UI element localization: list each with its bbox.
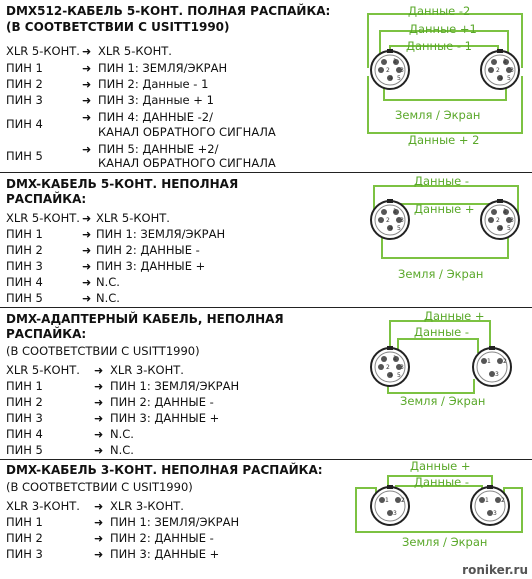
pin-from: ПИН 5 — [6, 149, 43, 163]
xlr-5pin-connector-right — [481, 49, 519, 89]
arrow-icon: ➜ — [82, 212, 92, 225]
pin-from: XLR 5-КОНТ. — [6, 363, 80, 377]
pin-number: 1 — [485, 497, 489, 504]
arrow-icon: ➜ — [82, 45, 92, 58]
pin-number: 5 — [397, 75, 401, 82]
pin-to: ПИН 4: ДАННЫЕ -2/ — [98, 110, 213, 124]
pin-number: 4 — [389, 372, 393, 379]
diagram-label: Данные - 1 — [406, 39, 473, 53]
pin-from: ПИН 3 — [6, 547, 43, 561]
pin-number: 2 — [386, 67, 390, 74]
pin-to-line2: КАНАЛ ОБРАТНОГО СИГНАЛА — [98, 156, 276, 170]
pin-to: ПИН 3: Данные + 1 — [98, 93, 214, 107]
section-title-line2: РАСПАЙКА: — [6, 192, 87, 206]
arrow-icon: ➜ — [82, 260, 92, 273]
pin-to: ПИН 1: ЗЕМЛЯ/ЭКРАН — [110, 379, 240, 393]
pin-number: 3 — [400, 364, 404, 371]
pin-from: ПИН 1 — [6, 61, 43, 75]
diagram-label: Данные + — [424, 309, 485, 323]
pin-to: ПИН 2: ДАННЫЕ - — [110, 531, 214, 545]
pin-to: ПИН 3: ДАННЫЕ + — [96, 259, 206, 273]
arrow-icon: ➜ — [82, 62, 92, 75]
pin-from: ПИН 5 — [6, 443, 43, 457]
pin-to: N.C. — [96, 291, 120, 305]
pin-to: ПИН 2: ДАННЫЕ - — [110, 395, 214, 409]
pin-to: ПИН 5: ДАННЫЕ +2/ — [98, 142, 219, 156]
pin-from: ПИН 3 — [6, 259, 43, 273]
pin-from: ПИН 2 — [6, 395, 43, 409]
arrow-icon: ➜ — [82, 228, 92, 241]
arrow-icon: ➜ — [94, 548, 104, 561]
pin-number: 2 — [501, 497, 505, 504]
pin-from: ПИН 5 — [6, 291, 43, 305]
pin-number: 3 — [400, 67, 404, 74]
pin-number: 3 — [493, 510, 497, 517]
pin-number: 3 — [495, 371, 499, 378]
arrow-icon: ➜ — [94, 428, 104, 441]
pin-to: XLR 3-КОНТ. — [110, 499, 184, 513]
pin-from: XLR 5-КОНТ. — [6, 211, 80, 225]
pin-number: 2 — [386, 364, 390, 371]
pin-number: 5 — [397, 225, 401, 232]
pin-number: 3 — [510, 67, 514, 74]
pin-from: ПИН 3 — [6, 93, 43, 107]
wiring-diagram — [360, 174, 532, 308]
arrow-icon: ➜ — [94, 364, 104, 377]
pin-number: 4 — [499, 225, 503, 232]
pin-to: ПИН 1: ЗЕМЛЯ/ЭКРАН — [98, 61, 228, 75]
pin-to: N.C. — [110, 427, 134, 441]
pin-to: ПИН 3: ДАННЫЕ + — [110, 547, 220, 561]
pin-number: 1 — [385, 497, 389, 504]
arrow-icon: ➜ — [94, 380, 104, 393]
arrow-icon: ➜ — [94, 500, 104, 513]
arrow-icon: ➜ — [82, 94, 92, 107]
pin-number: 1 — [393, 208, 397, 215]
pin-from: ПИН 3 — [6, 411, 43, 425]
pin-from: ПИН 4 — [6, 275, 43, 289]
pin-to: XLR 5-КОНТ. — [96, 211, 170, 225]
pin-number: 1 — [503, 58, 507, 65]
arrow-icon: ➜ — [82, 111, 92, 124]
arrow-icon: ➜ — [82, 143, 92, 156]
pin-from: ПИН 2 — [6, 243, 43, 257]
pin-from: XLR 5-КОНТ. — [6, 44, 80, 58]
pin-number: 3 — [400, 217, 404, 224]
pin-to: ПИН 3: ДАННЫЕ + — [110, 411, 220, 425]
arrow-icon: ➜ — [82, 292, 92, 305]
section-title: DMX-КАБЕЛЬ 3-КОНТ. НЕПОЛНАЯ РАСПАЙКА: — [6, 463, 323, 477]
diagram-label: Земля / Экран — [398, 267, 484, 281]
arrow-icon: ➜ — [94, 532, 104, 545]
arrow-icon: ➜ — [94, 516, 104, 529]
pin-from: ПИН 1 — [6, 379, 43, 393]
pin-number: 1 — [487, 358, 491, 365]
pin-from: ПИН 2 — [6, 531, 43, 545]
pin-from: ПИН 2 — [6, 77, 43, 91]
pin-to: XLR 3-КОНТ. — [110, 363, 184, 377]
section-title: DMX-АДАПТЕРНЫЙ КАБЕЛЬ, НЕПОЛНАЯ — [6, 312, 284, 326]
section-title-line2: (В СООТВЕТСТВИИ С USITT1990) — [6, 20, 230, 34]
pin-number: 1 — [393, 355, 397, 362]
diagram-label: Данные - — [414, 174, 470, 188]
section-subtitle: (В СООТВЕТСТВИИ С USIT1990) — [6, 480, 193, 494]
arrow-icon: ➜ — [82, 276, 92, 289]
arrow-icon: ➜ — [82, 244, 92, 257]
arrow-icon: ➜ — [94, 396, 104, 409]
pin-number: 5 — [507, 225, 511, 232]
arrow-icon: ➜ — [94, 444, 104, 457]
section-divider — [0, 172, 532, 173]
pin-from: ПИН 1 — [6, 227, 43, 241]
pin-to: ПИН 2: ДАННЫЕ - — [96, 243, 200, 257]
xlr-5pin-connector-left — [371, 346, 409, 386]
pin-from: ПИН 4 — [6, 117, 43, 131]
pin-to-line2: КАНАЛ ОБРАТНОГО СИГНАЛА — [98, 125, 276, 139]
diagram-label: Земля / Экран — [402, 535, 488, 549]
diagram-label: Данные - — [414, 325, 470, 339]
diagram-label: Данные -2 — [408, 4, 471, 18]
pin-number: 4 — [499, 75, 503, 82]
pin-to: N.C. — [96, 275, 120, 289]
pin-number: 2 — [496, 217, 500, 224]
pin-number: 3 — [510, 217, 514, 224]
pin-number: 5 — [397, 372, 401, 379]
pin-from: XLR 3-КОНТ. — [6, 499, 80, 513]
pin-to: N.C. — [110, 443, 134, 457]
diagram-label: Данные + — [414, 202, 475, 216]
pin-number: 4 — [389, 75, 393, 82]
pin-number: 2 — [496, 67, 500, 74]
pin-number: 4 — [389, 225, 393, 232]
section-title: DMX512-КАБЕЛЬ 5-КОНТ. ПОЛНАЯ РАСПАЙКА: — [6, 4, 331, 18]
pin-to: ПИН 1: ЗЕМЛЯ/ЭКРАН — [96, 227, 226, 241]
diagram-label: Земля / Экран — [400, 394, 486, 408]
pin-from: ПИН 4 — [6, 427, 43, 441]
watermark: roniker.ru — [462, 563, 528, 577]
section-title-line2: РАСПАЙКА: — [6, 327, 87, 341]
diagram-label: Данные +1 — [409, 22, 477, 36]
arrow-icon: ➜ — [94, 412, 104, 425]
section-title: DMX-КАБЕЛЬ 5-КОНТ. НЕПОЛНАЯ — [6, 177, 239, 191]
pin-number: 2 — [386, 217, 390, 224]
pin-number: 1 — [393, 58, 397, 65]
pin-number: 5 — [507, 75, 511, 82]
pin-number: 2 — [503, 358, 507, 365]
diagram-label: Данные + — [410, 459, 471, 473]
pin-from: ПИН 1 — [6, 515, 43, 529]
pin-number: 3 — [393, 510, 397, 517]
arrow-icon: ➜ — [82, 78, 92, 91]
pin-to: ПИН 1: ЗЕМЛЯ/ЭКРАН — [110, 515, 240, 529]
section-subtitle: (В СООТВЕТСТВИИ С USITT1990) — [6, 344, 200, 358]
pin-to: ПИН 2: Данные - 1 — [98, 77, 209, 91]
pin-to: XLR 5-КОНТ. — [98, 44, 172, 58]
diagram-label: Данные + 2 — [408, 133, 480, 147]
diagram-label: Земля / Экран — [395, 108, 481, 122]
pin-number: 2 — [401, 497, 405, 504]
xlr-5pin-connector-left — [371, 49, 409, 89]
diagram-label: Данные - — [414, 475, 470, 489]
section-divider — [0, 307, 532, 308]
pin-number: 1 — [503, 208, 507, 215]
